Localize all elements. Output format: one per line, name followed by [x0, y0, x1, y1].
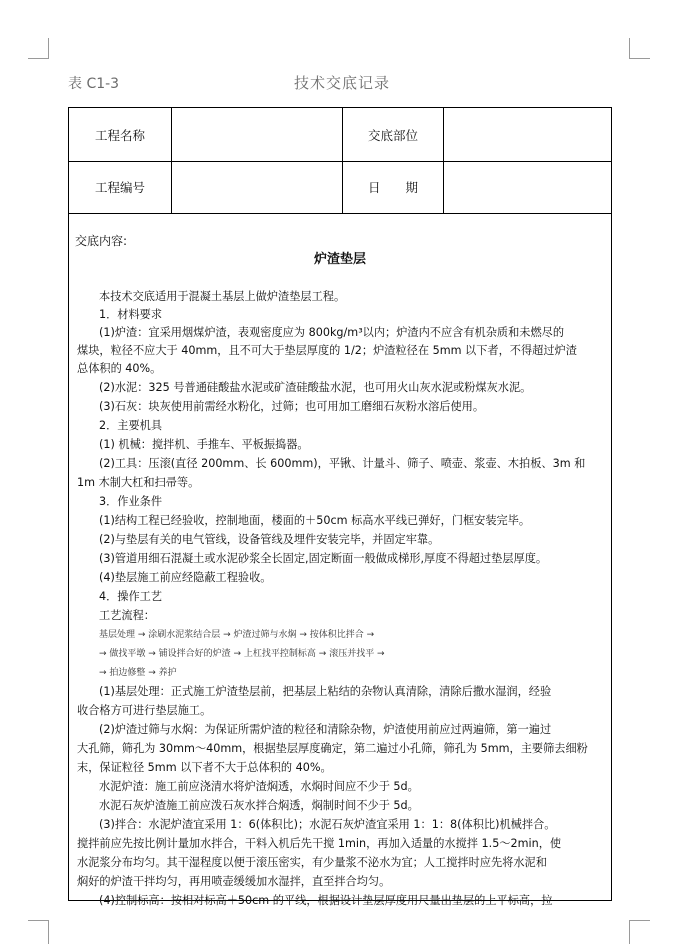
paragraph-line: 水泥浆分布均匀。其干湿程度以便于滚压密实，有少量浆不泌水为宜；人工搅拌时应先将水泥和	[77, 856, 547, 869]
crop-mark-bottom-right	[629, 920, 650, 944]
paragraph-line: (3)管道用细石混凝土或水泥砂浆全长固定,固定断面一般做成梯形,厚度不得超过垫层厚度。	[99, 552, 548, 565]
date-label: 日 期	[367, 180, 418, 195]
paragraph-line: 焖好的炉渣干拌均匀，再用喷壶缓缓加水湿拌，直至拌合均匀。	[77, 875, 391, 888]
paragraph-line: 工艺流程：	[99, 609, 155, 622]
disclosure-sheet	[68, 107, 612, 907]
section-heading: 1．材料要求	[99, 308, 163, 321]
paragraph-line: 大孔筛，筛孔为 30mm～40mm，根据垫层厚度确定，第二遍过小孔筛，筛孔为 5mm，主要筛去细粉	[77, 742, 588, 755]
paragraph-line: (1)基层处理：正式施工炉渣垫层前，把基层上粘结的杂物认真清除，清除后撒水湿润，经验	[99, 685, 552, 698]
paragraph-line: (1) 机械：搅拌机、手推车、平板振捣器。	[99, 438, 309, 451]
project-no-field[interactable]	[172, 161, 342, 213]
paragraph-line: (3)拌合：水泥炉渣宜采用 1：6(体积比)；水泥石灰炉渣宜采用 1：1：8(体积比)机械拌合。	[99, 818, 556, 831]
content-label: 交底内容:	[75, 234, 128, 248]
project-name-label: 工程名称	[94, 127, 145, 143]
paragraph-line: (2)炉渣过筛与水焖：为保证所需炉渣的粒径和清除杂物，炉渣使用前应过两遍筛，第一遍过	[99, 723, 552, 736]
section-heading: 3．作业条件	[99, 495, 163, 508]
paragraph-line: (3)石灰：块灰使用前需经水粉化，过筛；也可用加工磨细石灰粉水溶后使用。	[99, 400, 485, 413]
paragraph-line: (2)工具：压滚(直径 200mm、长 600mm)，平锹、计量斗、筛子、喷壶、浆壶、木拍板、3m 和	[99, 457, 586, 470]
location-field[interactable]	[444, 108, 612, 161]
process-flow-line: 基层处理 → 涂刷水泥浆结合层 → 炉渣过筛与水焖 → 按体积比拌合 →	[99, 630, 375, 640]
page-title: 技术交底记录	[293, 74, 390, 92]
section-heading: 4．操作工艺	[99, 590, 163, 603]
paragraph-line: 水泥石灰炉渣施工前应泼石灰水拌合焖透，焖制时间不少于 5d。	[99, 799, 419, 812]
project-name-field[interactable]	[172, 108, 342, 161]
paragraph-line: (1)结构工程已经验收，控制地面，楼面的＋50cm 标高水平线已弹好，门框安装完毕。	[99, 514, 531, 527]
crop-mark-bottom-left	[28, 920, 49, 944]
paragraph-line: 搅拌前应先按比例计量加水拌合，干料入机后先干搅 1min，再加入适量的水搅拌 1.5～2min，使	[77, 837, 562, 850]
content-heading: 炉渣垫层	[313, 252, 366, 267]
section-heading: 2．主要机具	[99, 419, 163, 432]
paragraph-line: 收合格方可进行垫层施工。	[77, 704, 212, 717]
form-code: 表 C1-3	[68, 76, 120, 92]
paragraph-line: 本技术交底适用于混凝土基层上做炉渣垫层工程。	[99, 290, 346, 303]
paragraph-line: (4)控制标高：按相对标高＋50cm 的平线，根据设计垫层厚度用尺量出垫层的上平标高，拉	[99, 894, 553, 907]
process-flow-line: → 拍边修整 → 养护	[99, 668, 177, 678]
paragraph-line: (2)与垫层有关的电气管线，设备管线及埋件安装完毕，并固定牢靠。	[99, 533, 440, 546]
paragraph-line: (2)水泥：325 号普通硅酸盐水泥或矿渣硅酸盐水泥，也可用火山灰水泥或粉煤灰水泥。	[99, 381, 532, 394]
crop-mark-top-right	[629, 38, 650, 59]
paragraph-line: (4)垫层施工前应经隐蔽工程验收。	[99, 571, 272, 584]
process-flow-line: → 做找平墩 → 铺设拌合好的炉渣 → 上杠找平控制标高 → 滚压并找平 →	[99, 649, 385, 659]
paragraph-line: 水泥炉渣：施工前应浇清水将炉渣焖透，水焖时间应不少于 5d。	[99, 780, 419, 793]
paragraph-line: 1m 木制大杠和扫帚等。	[77, 476, 200, 489]
date-field[interactable]	[444, 161, 612, 213]
project-no-label: 工程编号	[94, 180, 145, 195]
paragraph-line: 煤块，粒径不应大于 40mm，且不可大于垫层厚度的 1/2；炉渣粒径在 5mm 以下者，不得超过炉渣	[77, 344, 577, 357]
location-label: 交底部位	[367, 127, 418, 143]
crop-mark-top-left	[28, 38, 49, 59]
paragraph-line: (1)炉渣：宜采用烟煤炉渣，表观密度应为 800kg/m³以内；炉渣内不应含有机杂质和未燃尽的	[99, 326, 565, 339]
info-row-2	[69, 161, 611, 214]
paragraph-line: 总体积的 40%。	[77, 362, 162, 375]
paragraph-line: 末，保证粒径 5mm 以下者不大于总体积的 40%。	[77, 761, 332, 774]
info-row-1	[69, 108, 611, 162]
